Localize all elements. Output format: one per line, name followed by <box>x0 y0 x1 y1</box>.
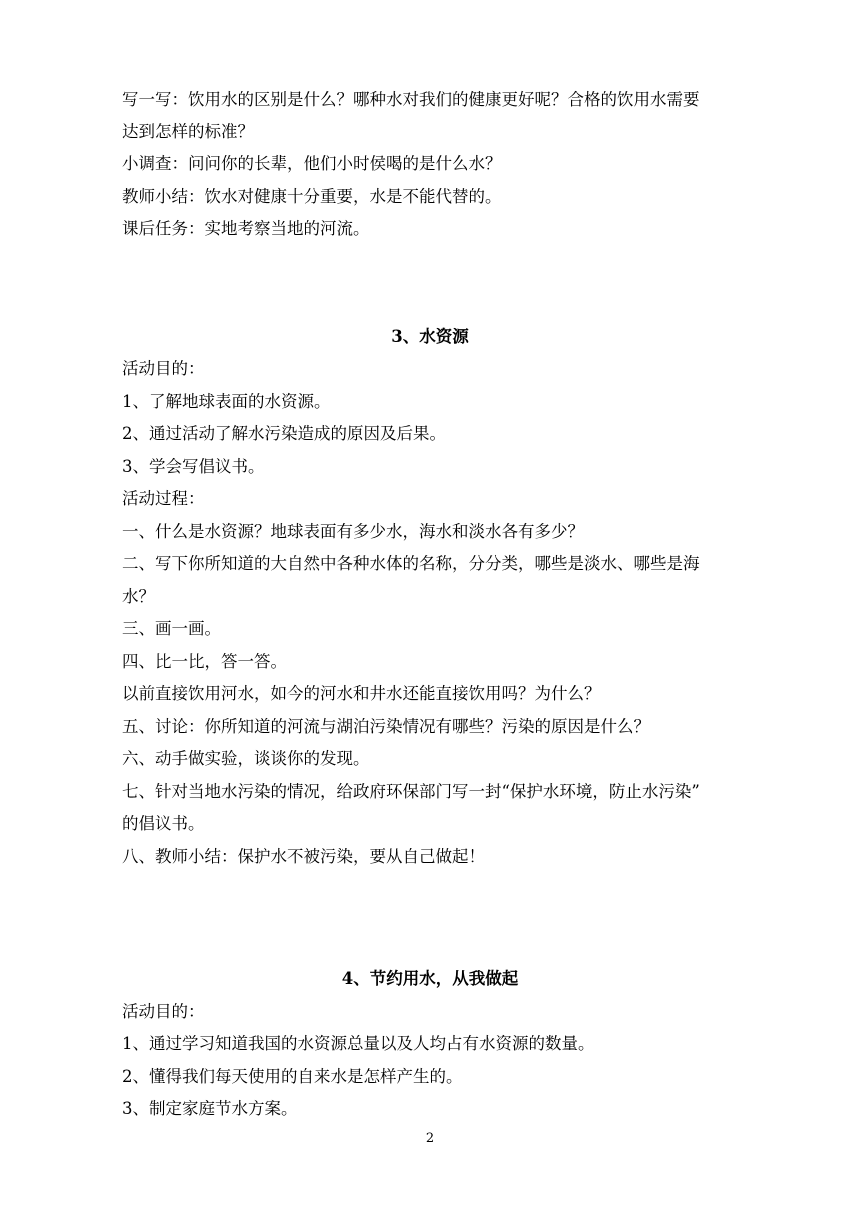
text-line: 八、教师小结：保护水不被污染，要从自己做起！ <box>122 847 485 866</box>
text-line: 一、什么是水资源？地球表面有多少水，海水和淡水各有多少？ <box>122 522 584 541</box>
text-line: 教师小结：饮水对健康十分重要，水是不能代替的。 <box>122 187 502 206</box>
text-line: 2、通过活动了解水污染造成的原因及后果。 <box>122 424 446 443</box>
section-heading: 4、节约用水，从我做起 <box>341 969 519 988</box>
text-line: 1、了解地球表面的水资源。 <box>122 392 331 411</box>
text-line: 五、讨论：你所知道的河流与湖泊污染情况有哪些？污染的原因是什么？ <box>122 717 650 736</box>
text-line: 课后任务：实地考察当地的河流。 <box>122 219 370 238</box>
text-line: 2、懂得我们每天使用的自来水是怎样产生的。 <box>122 1067 463 1086</box>
text-line: 六、动手做实验，谈谈你的发现。 <box>122 749 370 768</box>
text-line: 三、画一画。 <box>122 619 221 638</box>
text-line: 四、比一比，答一答。 <box>122 652 287 671</box>
page-number: 2 <box>425 1131 435 1146</box>
text-line: 活动目的： <box>122 359 205 378</box>
text-line: 活动目的： <box>122 1002 205 1021</box>
text-line: 1、通过学习知道我国的水资源总量以及人均占有水资源的数量。 <box>122 1034 595 1053</box>
text-line: 以前直接饮用河水，如今的河水和井水还能直接饮用吗？为什么？ <box>122 684 601 703</box>
text-line: 写一写：饮用水的区别是什么？哪种水对我们的健康更好呢？合格的饮用水需要 <box>122 90 700 109</box>
text-line: 的倡议书。 <box>122 814 205 833</box>
text-line: 活动过程： <box>122 489 205 508</box>
text-line: 3、制定家庭节水方案。 <box>122 1099 298 1118</box>
text-line: 3、学会写倡议书。 <box>122 457 265 476</box>
text-line: 七、针对当地水污染的情况，给政府环保部门写一封“保护水环境，防止水污染” <box>122 782 700 801</box>
text-line: 达到怎样的标准？ <box>122 122 254 141</box>
text-line: 水？ <box>122 587 155 606</box>
text-line: 二、写下你所知道的大自然中各种水体的名称，分分类，哪些是淡水、哪些是海 <box>122 554 700 573</box>
text-line: 小调查：问问你的长辈，他们小时侯喝的是什么水？ <box>122 154 502 173</box>
section-heading: 3、水资源 <box>391 327 469 346</box>
